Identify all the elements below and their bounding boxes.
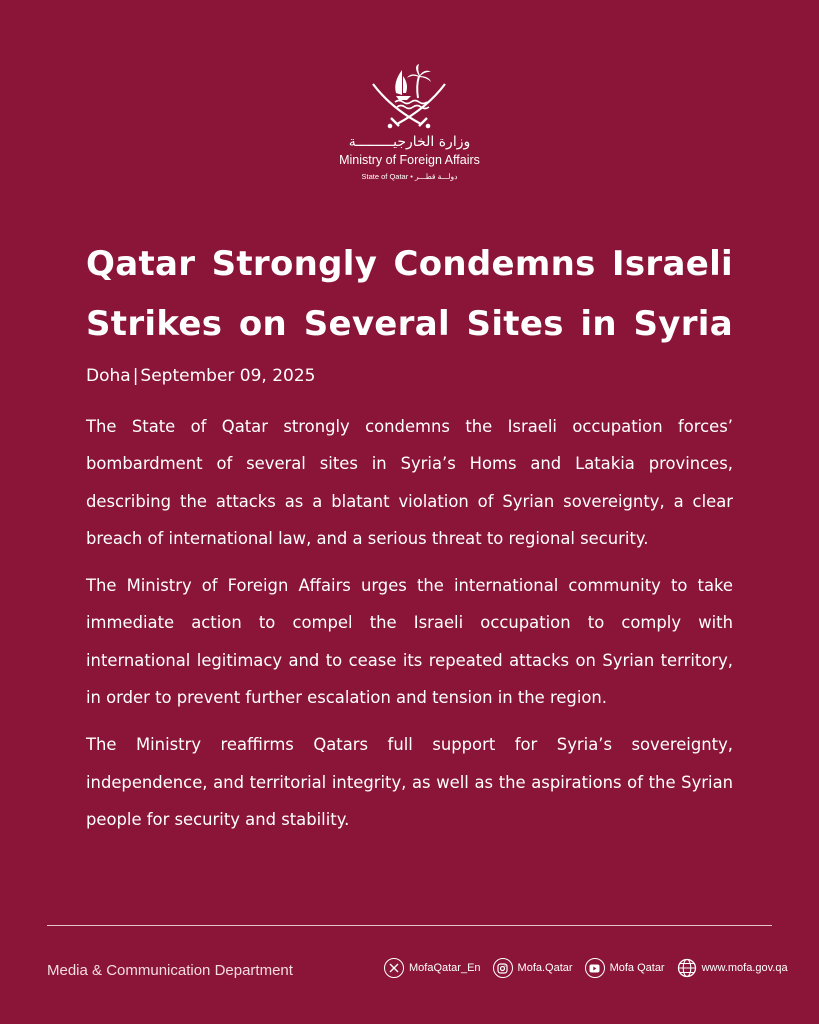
social-label-youtube: Mofa Qatar bbox=[609, 962, 665, 974]
footer-divider bbox=[47, 925, 772, 926]
social-link-youtube[interactable] bbox=[585, 958, 665, 978]
title-line-1: Qatar Strongly Condemns Israeli bbox=[86, 244, 733, 284]
qatar-emblem-icon bbox=[369, 62, 449, 132]
x-icon bbox=[384, 958, 404, 978]
dateline bbox=[86, 364, 316, 388]
department-name: Media & Communication Department bbox=[47, 962, 293, 979]
social-links bbox=[384, 958, 788, 978]
social-label-x: MofaQatar_En bbox=[409, 962, 481, 974]
paragraph-2: The Ministry of Foreign Affairs urges the international community to take immediate action to compel the Israeli occupation to comply with international legitimacy and to cease its repeated attacks on Syrian territory, in order to prevent further escalation and tension in the region. bbox=[86, 576, 733, 708]
youtube-icon bbox=[585, 958, 605, 978]
statement-body bbox=[86, 408, 733, 848]
dateline-date: September 09, 2025 bbox=[140, 366, 316, 386]
social-link-x[interactable] bbox=[384, 958, 481, 978]
paragraph-3: The Ministry reaffirms Qatars full support for Syria’s sovereignty, independence, and territorial integrity, as well as the aspirations of the Syrian people for security and stability. bbox=[86, 735, 733, 829]
social-label-website: www.mofa.gov.qa bbox=[701, 962, 788, 974]
globe-icon bbox=[677, 958, 697, 978]
paragraph-1: The State of Qatar strongly condemns the Israeli occupation forces’ bombardment of several sites in Syria’s Homs and Latakia provinces, describing the attacks as a blatant violation of Syrian sovereignty, a clear breach of international law, and a serious threat to regional security. bbox=[86, 417, 733, 548]
ministry-name-arabic: وزارة الخارجيـــــــــة bbox=[348, 134, 471, 150]
state-of-qatar-line: State of Qatar • دولـــة قطـــر bbox=[361, 172, 458, 181]
dateline-separator: | bbox=[132, 366, 139, 386]
dateline-place: Doha bbox=[86, 366, 131, 386]
page-title bbox=[86, 234, 733, 354]
social-label-instagram: Mofa.Qatar bbox=[517, 962, 573, 974]
ministry-name-english: Ministry of Foreign Affairs bbox=[339, 153, 480, 167]
title-line-2: Strikes on Several Sites in Syria bbox=[86, 304, 733, 344]
social-link-website[interactable] bbox=[677, 958, 788, 978]
social-link-instagram[interactable] bbox=[493, 958, 573, 978]
instagram-icon bbox=[493, 958, 513, 978]
